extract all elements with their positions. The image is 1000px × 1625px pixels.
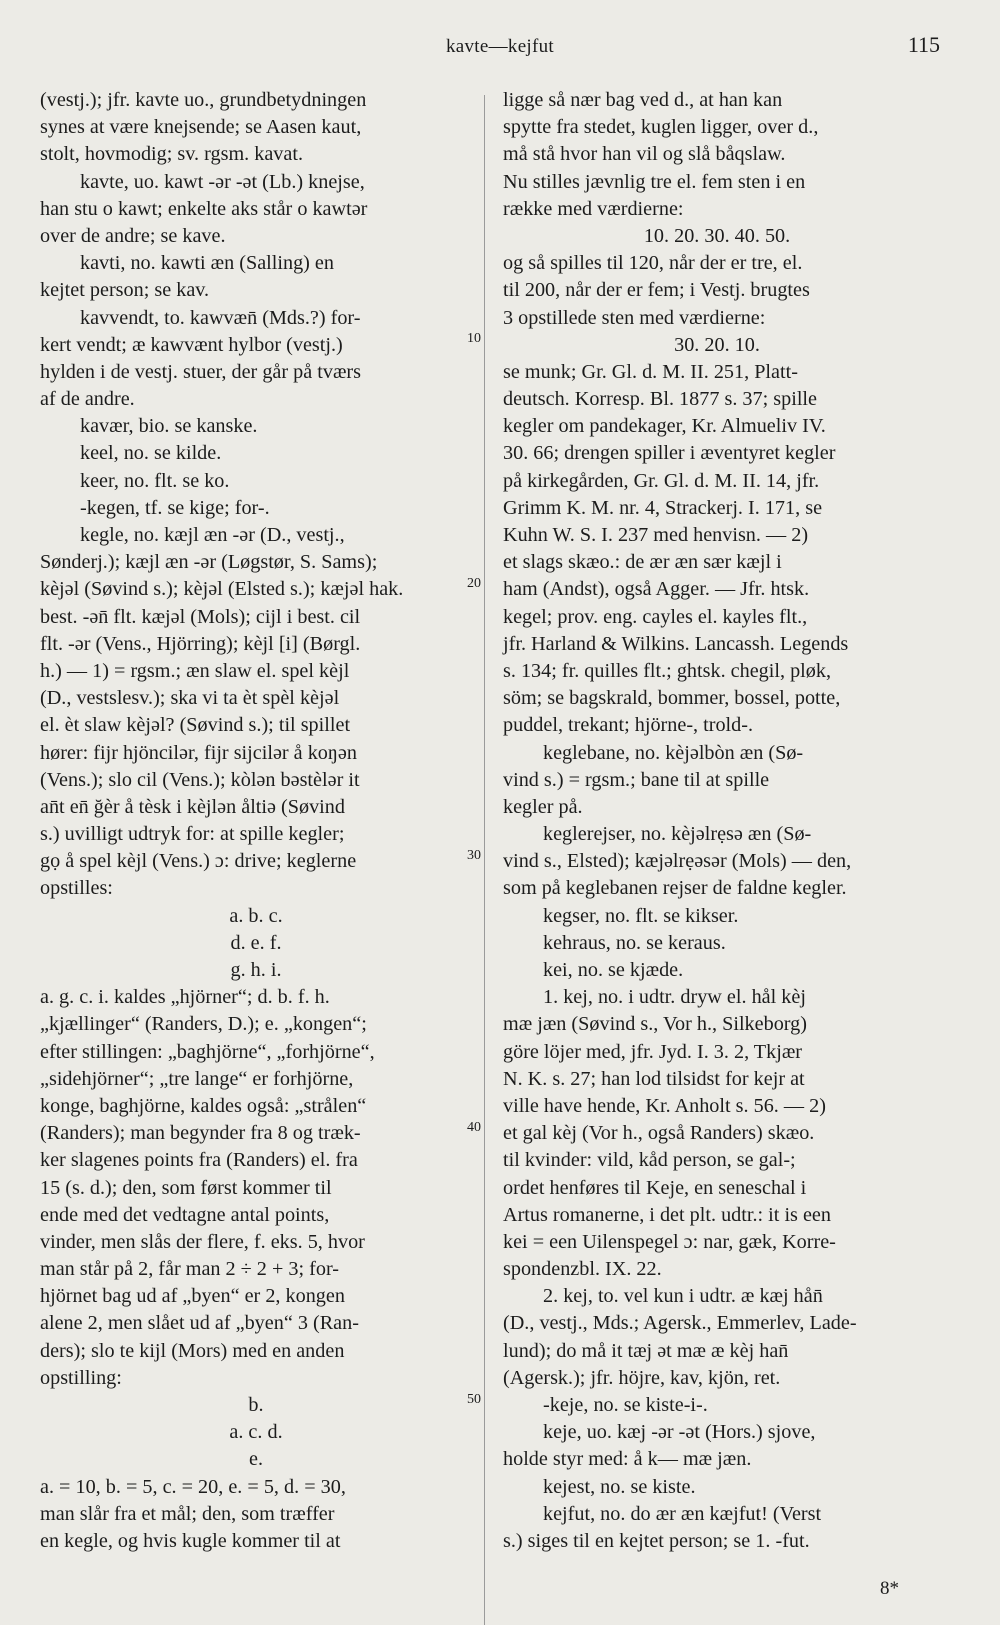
text-line: på kirkegården, Gr. Gl. d. M. II. 14, jfr. bbox=[503, 469, 820, 492]
text-line: d. e. f. bbox=[230, 931, 282, 954]
text-line: kavti, no. kawti æn (Salling) en bbox=[80, 252, 334, 275]
text-line: b. bbox=[248, 1394, 264, 1416]
text-line: ham (Andst), også Agger. — Jfr. htsk. bbox=[503, 578, 810, 601]
text-line: (Randers); man begynder fra 8 og træk- bbox=[40, 1122, 361, 1145]
text-line: mæ jæn (Søvind s., Vor h., Silkeborg) bbox=[503, 1013, 807, 1036]
text-line: til 200, når der er fem; i Vestj. brugtes bbox=[503, 279, 810, 302]
text-line: jfr. Harland & Wilkins. Lancassh. Legends bbox=[503, 632, 849, 655]
text-line: vinder, men slås der flere, f. eks. 5, hvor bbox=[40, 1230, 365, 1253]
text-line: Grimm K. M. nr. 4, Strackerj. I. 171, se bbox=[503, 496, 823, 519]
text-line: hører: fijr hjöncilər, fijr sijcilər å koŋən bbox=[40, 741, 357, 764]
text-line: e. bbox=[248, 1448, 263, 1471]
text-line: kei = een Uilenspegel ɔ: nar, gæk, Korre- bbox=[503, 1230, 836, 1253]
text-line: 10. 20. 30. 40. 50. bbox=[643, 224, 791, 247]
text-line: vind s., Elsted); kæjəlrẹəsər (Mols) — den, bbox=[503, 850, 852, 873]
text-line: synes at være knejsende; se Aasen kaut, bbox=[40, 116, 362, 139]
text-line: holde styr med: å k— mæ jæn. bbox=[503, 1448, 752, 1471]
text-line: s.) siges til en kejtet person; se 1. -fut. bbox=[503, 1529, 810, 1552]
text-line: spondenzbl. IX. 22. bbox=[503, 1258, 662, 1281]
text-line: kei, no. se kjæde. bbox=[543, 959, 684, 981]
text-line: puddel, trekant; hjörne-, trold-. bbox=[503, 714, 754, 737]
text-line: söm; se bagskrald, bommer, bossel, potte, bbox=[503, 687, 841, 710]
text-line: (Agersk.); jfr. höjre, kav, kjön, ret. bbox=[503, 1366, 781, 1389]
text-line: af de andre. bbox=[40, 388, 135, 411]
text-line: til kvinder: vild, kåd person, se gal-; bbox=[503, 1149, 796, 1172]
line-number-50: 50 bbox=[467, 1392, 481, 1407]
text-line: deutsch. Korresp. Bl. 1877 s. 37; spille bbox=[503, 388, 818, 411]
text-line: 30. 20. 10. bbox=[674, 333, 760, 356]
text-line: kert vendt; æ kawvænt hylbor (vestj.) bbox=[40, 333, 343, 356]
text-line: et gal kèj (Vor h., også Randers) skæo. bbox=[503, 1122, 815, 1145]
text-line: ker slagenes points fra (Randers) el. fra bbox=[40, 1149, 358, 1172]
text-line: -kegen, tf. se kige; for-. bbox=[80, 496, 270, 519]
text-line: lund); do må it tæj ət mæ æ kèj han̄ bbox=[503, 1339, 789, 1362]
text-line: må stå hvor han vil og slå båqslaw. bbox=[503, 143, 786, 166]
text-line: se munk; Gr. Gl. d. M. II. 251, Platt- bbox=[503, 360, 798, 383]
text-line: kavvendt, to. kawvæn̄ (Mds.?) for- bbox=[80, 306, 361, 329]
column-divider bbox=[484, 95, 485, 1625]
text-line: (D., vestj., Mds.; Agersk., Emmerlev, Lade- bbox=[503, 1312, 857, 1335]
text-line: kèjəl (Søvind s.); kèjəl (Elsted s.); kæjəl hak. bbox=[40, 578, 404, 601]
text-line: keer, no. flt. se ko. bbox=[80, 469, 230, 492]
text-line: konge, baghjörne, kaldes også: „strålen“ bbox=[40, 1094, 367, 1117]
text-line: an̄t en̄ ğèr å tèsk i kèjlən åltiə (Søvind bbox=[40, 795, 345, 818]
text-line: a. b. c. bbox=[229, 904, 283, 927]
text-line: kegler om pandekager, Kr. Almueliv IV. bbox=[503, 415, 826, 438]
text-line: ders); slo te kijl (Mors) med en anden bbox=[40, 1339, 345, 1362]
text-line: keje, uo. kæj -ər -ət (Hors.) sjove, bbox=[543, 1421, 816, 1444]
text-line: kavte, uo. kawt -ər -ət (Lb.) knejse, bbox=[80, 170, 365, 193]
text-line: som på keglebanen rejser de faldne kegler. bbox=[503, 877, 847, 900]
text-line: ville have hende, Kr. Anholt s. 56. — 2) bbox=[503, 1094, 826, 1117]
text-line: Nu stilles jævnlig tre el. fem sten i en bbox=[503, 170, 806, 193]
text-line: kegler på. bbox=[503, 795, 583, 818]
text-line: N. K. s. 27; han lod tilsidst for kejr at bbox=[503, 1067, 805, 1090]
text-line: ende med det vedtagne antal points, bbox=[40, 1203, 330, 1226]
text-line: og så spilles til 120, når der er tre, el. bbox=[503, 252, 803, 275]
text-line: (Vens.); slo cil (Vens.); kòlən bəstèlər it bbox=[40, 768, 360, 791]
line-number-40: 40 bbox=[467, 1120, 481, 1135]
text-line: kejest, no. se kiste. bbox=[543, 1475, 696, 1498]
text-line: kehraus, no. se keraus. bbox=[543, 931, 726, 954]
text-line: man står på 2, får man 2 ÷ 2 + 3; for- bbox=[40, 1258, 339, 1281]
text-line: flt. -ər (Vens., Hjörring); kèjl [i] (Børgl. bbox=[40, 632, 361, 655]
text-line: opstilles: bbox=[40, 877, 113, 900]
text-line: hylden i de vestj. stuer, der går på tværs bbox=[40, 360, 361, 383]
text-line: -keje, no. se kiste-i-. bbox=[543, 1394, 708, 1416]
text-line: „kjællinger“ (Randers, D.); e. „kongen“; bbox=[40, 1013, 367, 1036]
text-line: kejtet person; se kav. bbox=[40, 279, 210, 302]
text-line: kegser, no. flt. se kikser. bbox=[543, 904, 739, 927]
text-line: man slår fra et mål; den, som træffer bbox=[40, 1502, 335, 1525]
text-line: Artus romanerne, i det plt. udtr.: it is een bbox=[503, 1203, 831, 1226]
text-line: et slags skæo.: de ær æn sær kæjl i bbox=[503, 551, 782, 574]
text-line: keel, no. se kilde. bbox=[80, 442, 222, 465]
text-line: 15 (s. d.); den, som først kommer til bbox=[40, 1176, 332, 1199]
text-line: 3 opstillede sten med værdierne: bbox=[503, 306, 766, 329]
text-line: en kegle, og hvis kugle kommer til at bbox=[40, 1529, 341, 1552]
text-line: gọ å spel kèjl (Vens.) ɔ: drive; keglerne bbox=[40, 850, 357, 873]
text-line: hjörnet bag ud af „byen“ er 2, kongen bbox=[40, 1285, 345, 1308]
line-number-20: 20 bbox=[467, 576, 481, 591]
page-number: 115 bbox=[907, 32, 940, 57]
text-line: han stu o kawt; enkelte aks står o kawtər bbox=[40, 197, 368, 220]
text-line: s.) uvilligt udtryk for: at spille kegler; bbox=[40, 823, 345, 846]
text-line: alene 2, men slået ud af „byen“ 3 (Ran- bbox=[40, 1312, 359, 1335]
signature-mark: 8* bbox=[880, 1578, 899, 1599]
text-line: 2. kej, to. vel kun i udtr. æ kæj hån̄ bbox=[543, 1285, 823, 1308]
text-line: keglerejser, no. kèjəlrẹsə æn (Sø- bbox=[543, 823, 812, 846]
text-line: 30. 66; drengen spiller i æventyret kegler bbox=[503, 442, 836, 465]
right-column bbox=[503, 87, 931, 1555]
text-line: s. 134; fr. quilles flt.; ghtsk. chegil, pløk, bbox=[503, 659, 832, 682]
left-column bbox=[40, 87, 472, 1555]
text-line: række med værdierne: bbox=[503, 197, 684, 220]
text-line: kejfut, no. do ær æn kæjfut! (Verst bbox=[543, 1502, 822, 1525]
text-line: Kuhn W. S. I. 237 med henvisn. — 2) bbox=[503, 524, 809, 546]
text-line: efter stillingen: „baghjörne“, „forhjörne“, bbox=[40, 1040, 375, 1063]
text-line: ligge så nær bag ved d., at han kan bbox=[503, 89, 783, 111]
text-line: Sønderj.); kæjl æn -ər (Løgstør, S. Sams); bbox=[40, 551, 378, 574]
text-line: göre löjer med, jfr. Jyd. I. 3. 2, Tkjær bbox=[503, 1040, 803, 1063]
text-line: h.) — 1) = rgsm.; æn slaw el. spel kèjl bbox=[40, 659, 350, 682]
text-line: keglebane, no. kèjəlbòn æn (Sø- bbox=[543, 741, 804, 764]
text-line: spytte fra stedet, kuglen ligger, over d., bbox=[503, 116, 819, 139]
running-head: kavte—kejfut bbox=[445, 36, 555, 57]
text-line: best. -ən̄ flt. kæjəl (Mols); cijl i best. cil bbox=[40, 605, 361, 628]
text-line: el. èt slaw kèjəl? (Søvind s.); til spillet bbox=[40, 714, 351, 737]
text-line: ordet henføres til Keje, en seneschal i bbox=[503, 1176, 807, 1199]
text-line: opstilling: bbox=[40, 1366, 122, 1389]
line-number-30: 30 bbox=[467, 848, 481, 863]
text-line: kegle, no. kæjl æn -ər (D., vestj., bbox=[80, 524, 345, 546]
text-line: vind s.) = rgsm.; bane til at spille bbox=[503, 768, 770, 791]
text-line: „sidehjörner“; „tre lange“ er forhjörne, bbox=[40, 1067, 354, 1090]
text-line: (vestj.); jfr. kavte uo., grundbetydningen bbox=[40, 89, 367, 111]
text-line: over de andre; se kave. bbox=[40, 224, 226, 247]
line-number-10: 10 bbox=[467, 331, 481, 346]
text-line: a. = 10, b. = 5, c. = 20, e. = 5, d. = 30, bbox=[40, 1475, 346, 1498]
text-line: (D., vestslesv.); ska vi ta èt spèl kèjəl bbox=[40, 687, 340, 710]
text-line: 1. kej, no. i udtr. dryw el. hål kèj bbox=[543, 986, 806, 1009]
text-line: g. h. i. bbox=[230, 959, 282, 981]
text-line: kavær, bio. se kanske. bbox=[80, 415, 258, 438]
text-line: a. c. d. bbox=[229, 1421, 283, 1444]
text-line: kegel; prov. eng. cayles el. kayles flt., bbox=[503, 605, 808, 628]
text-line: stolt, hovmodig; sv. rgsm. kavat. bbox=[40, 143, 303, 166]
text-line: a. g. c. i. kaldes „hjörner“; d. b. f. h. bbox=[40, 986, 330, 1009]
